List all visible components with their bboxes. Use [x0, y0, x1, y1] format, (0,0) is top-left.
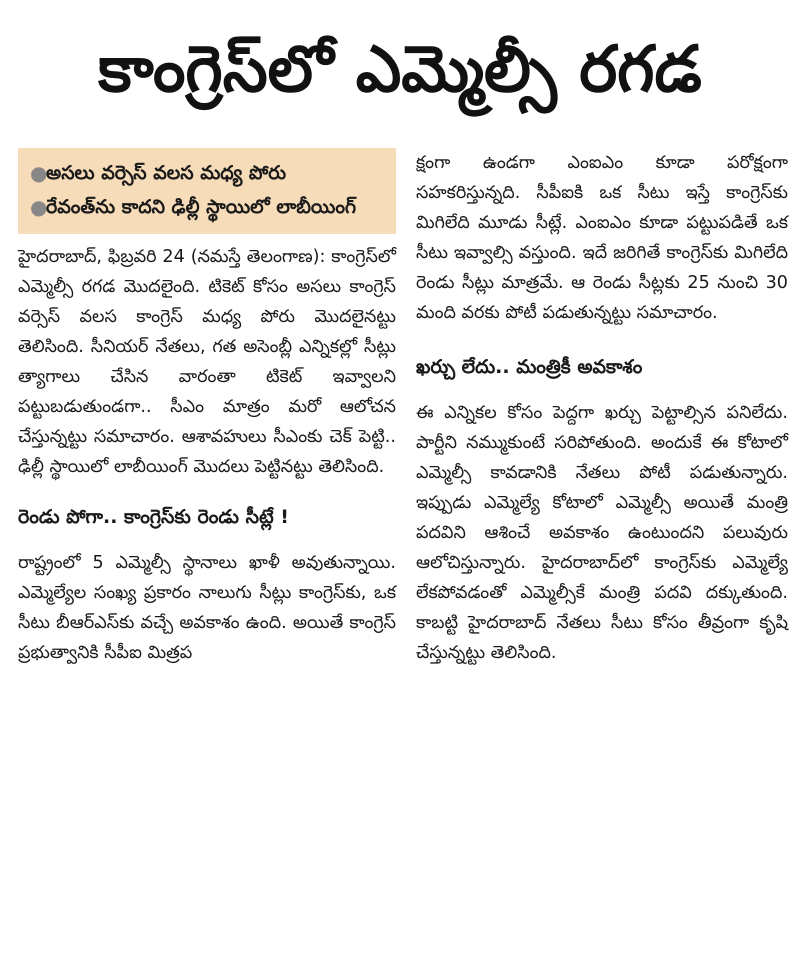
continued-paragraph: క్షంగా ఉండగా ఎంఐఎం కూడా పరోక్షంగా సహకరిస్తున్నది. సీపీఐకి ఒక సీటు ఇస్తే కాంగ్రెస్‌కు మిగిలేది మూడు సీట్లే. ఎంఐఎం కూడా పట్టుపడితే ఒక సీటు ఇవ్వాల్సి వస్తుంది. ఇదే జరిగితే కాంగ్రెస్‌కు మిగిలేది రెండు సీట్లు మాత్రమే. ఆ రెండు సీట్లకు 25 నుంచి 30 మంది వరకు పోటీ పడుతున్నట్టు సమాచారం. — [416, 153, 788, 323]
minister-paragraph: ఈ ఎన్నికల కోసం పెద్దగా ఖర్చు పెట్టాల్సిన పనిలేదు. పార్టీని నమ్ముకుంటే సరిపోతుంది. అందుకే ఈ కోటాలో ఎమ్మెల్సీ కావడానికి నేతలు పోటీ పడుతున్నారు. ఇప్పుడు ఎమ్మెల్యే కోటాలో ఎమ్మెల్సీ అయితే మంత్రి పదవిని ఆశించే అవకాశం ఉంటుందని పలువురు ఆలోచిస్తున్నారు. హైదరాబాద్‌లో కాంగ్రెస్‌కు ఎమ్మెల్యే లేకపోవడంతో ఎమ్మెల్సీకే మంత్రి పదవి దక్కుతుంది. కాబట్టి హైదరాబాద్ నేతలు సీటు కోసం తీవ్రంగా కృషి చేస్తున్నట్టు తెలిసింది. — [416, 403, 788, 663]
left-column — [18, 148, 396, 668]
seats-paragraph: రాష్ట్రంలో 5 ఎమ్మెల్సీ స్థానాలు ఖాళీ అవుతున్నాయి. ఎమ్మెల్యేల సంఖ్య ప్రకారం నాలుగు సీట్లు కాంగ్రెస్‌కు, ఒక సీటు బీఆర్ఎస్‌కు వచ్చే అవకాశం ఉంది. అయితే కాంగ్రెస్ ప్రభుత్వానికి సీపీఐ మిత్రప — [18, 553, 396, 663]
bullet-icon: ● — [30, 161, 48, 185]
highlight-item — [30, 190, 386, 224]
right-column — [416, 148, 788, 668]
subheading-no-expense: ఖర్చు లేదు.. మంత్రికీ అవకాశం — [416, 356, 643, 378]
intro-paragraph: హైదరాబాద్, ఫిబ్రవరి 24 (నమస్తే తెలంగాణ): కాంగ్రెస్‌లో ఎమ్మెల్సీ రగడ మొదలైంది. టికెట్ కోసం అసలు కాంగ్రెస్ వర్సెస్ వలస కాంగ్రెస్ మధ్య పోరు మొదలైనట్టు తెలిసింది. సీనియర్ నేతలు, గత అసెంబ్లీ ఎన్నికల్లో సీట్లు త్యాగాలు చేసిన వారంతా టికెట్ ఇవ్వాలని పట్టుబడుతుండగా.. సీఎం మాత్రం మరో ఆలోచన చేస్తున్నట్టు సమాచారం. ఆశావహులు సీఎంకు చెక్ పెట్టి.. ఢిల్లీ స్థాయిలో లాబీయింగ్ మొదలు పెట్టినట్టు తెలిసింది. — [18, 247, 396, 477]
highlight-text: అసలు వర్సెస్ వలస మధ్య పోరు — [46, 162, 287, 184]
subheading-two-seats: రెండు పోగా.. కాంగ్రెస్‌కు రెండు సీట్లే ! — [18, 506, 289, 528]
headline: కాంగ్రెస్‌లో ఎమ్మెల్సీ రగడ — [98, 33, 702, 107]
highlights-box — [18, 148, 396, 234]
highlight-text: రేవంత్‌ను కాదని ఢిల్లీ స్థాయిలో లాబీయింగ్ — [46, 196, 357, 218]
bullet-icon: ● — [30, 195, 48, 219]
highlight-item — [30, 156, 386, 190]
